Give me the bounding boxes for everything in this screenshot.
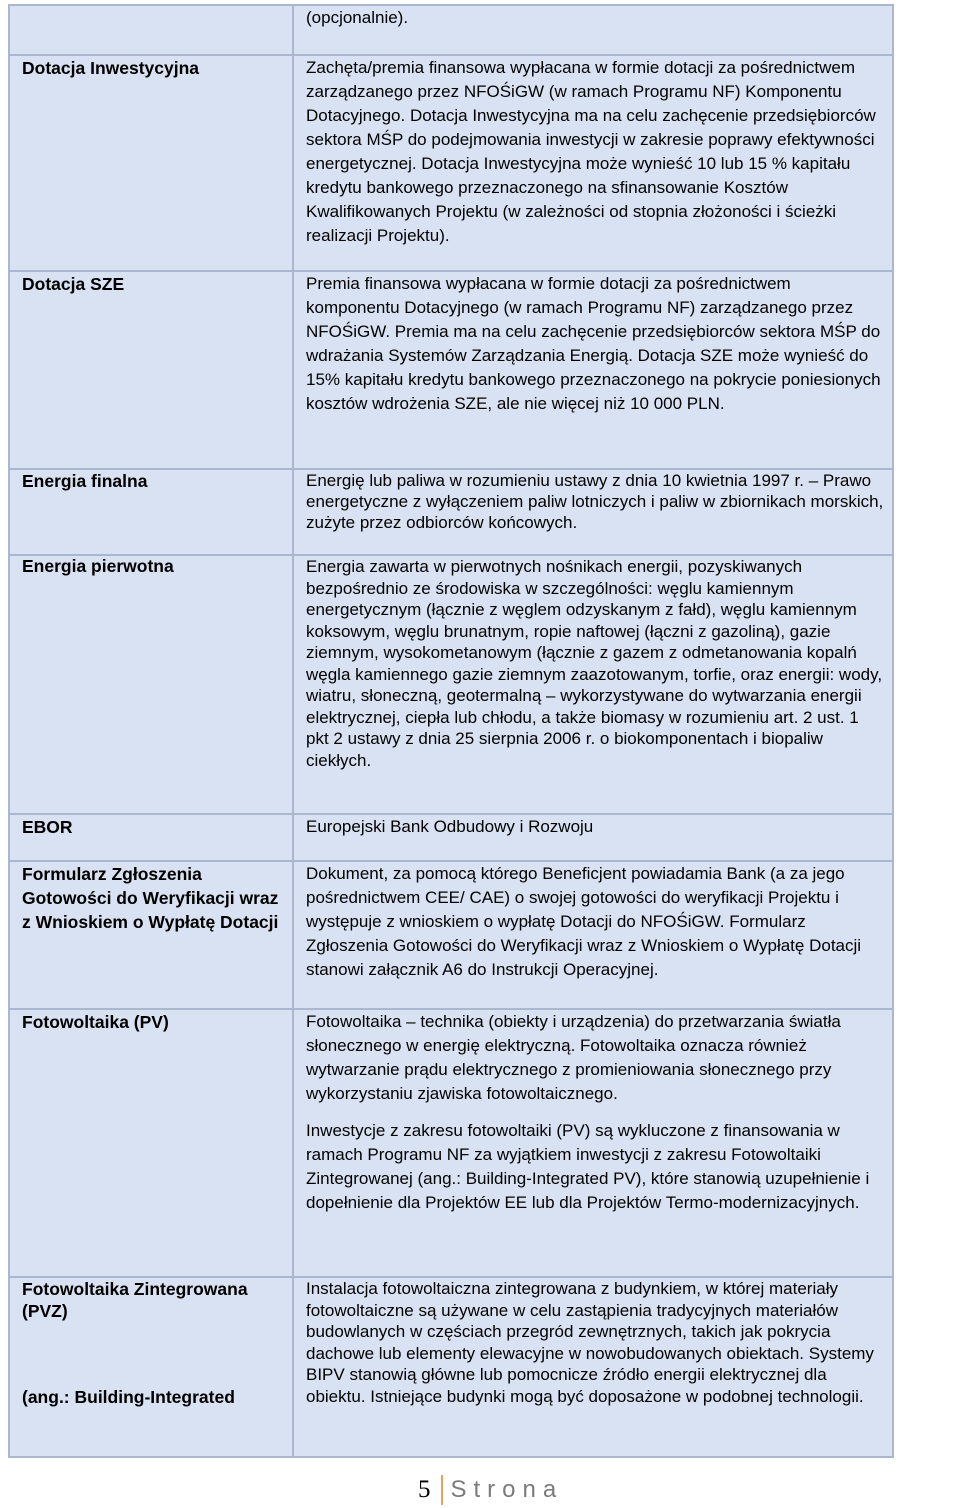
term-cell: Formularz Zgłoszenia Gotowości do Weryfikacji wraz z Wnioskiem o Wypłatę Dotacji	[9, 861, 293, 1009]
term-cell: Energia pierwotna	[9, 555, 293, 814]
definition-cell	[293, 469, 893, 555]
term-text: (ang.: Building-Integrated	[22, 1387, 235, 1407]
definition-text: Fotowoltaika – technika (obiekty i urządzenia) do przetwarzania światła słonecznego w energię elektryczną. Fotowoltaika oznacza również wytwarzanie prądu elektrycznego z promieniowania słonecznego przy wykorzystaniu zjawiska fotowoltaicznego.	[306, 1012, 841, 1103]
table-row	[9, 814, 893, 861]
definition-text: Inwestycje z zakresu fotowoltaiki (PV) są wykluczone z finansowania w ramach Programu NF za wyjątkiem inwestycji z zakresu Fotowoltaiki Zintegrowanej (ang.: Building-Integrated PV), które stanowią uzupełnienie i dopełnienie dla Projektów EE lub dla Projektów Termo-modernizacyjnych.	[306, 1121, 870, 1212]
term-cell: Fotowoltaika (PV)	[9, 1009, 293, 1277]
term-cell: Energia finalna	[9, 469, 293, 555]
glossary-table	[8, 4, 894, 1458]
page-number: 5	[418, 1476, 431, 1503]
page-word: Strona	[450, 1476, 564, 1503]
table-row	[9, 55, 893, 271]
definition-cell	[293, 814, 893, 861]
footer-divider	[441, 1475, 443, 1505]
table-row	[9, 861, 893, 1009]
term-text: Fotowoltaika Zintegrowana (PVZ)	[22, 1279, 248, 1321]
definition-text: Premia finansowa wypłacana w formie dotacji za pośrednictwem komponentu Dotacyjnego (w ramach Programu NF) zarządzanego przez NFOŚiGW. Premia ma na celu zachęcenie przedsiębiorców sektora MŚP do wdrażania Systemów Zarządzania Energią. Dotacja SZE może wynieść do 15% kapitału kredytu bankowego przeznaczonego na pokrycie poniesionych kosztów wdrożenia SZE, ale nie więcej niż 10 000 PLN.	[306, 274, 881, 413]
table-row	[9, 5, 893, 55]
term-cell: Dotacja Inwestycyjna	[9, 55, 293, 271]
definition-text: Europejski Bank Odbudowy i Rozwoju	[306, 817, 594, 836]
definition-cell	[293, 861, 893, 1009]
table-row	[9, 469, 893, 555]
definition-cell	[293, 55, 893, 271]
definition-cell	[293, 271, 893, 469]
definition-text: Energię lub paliwa w rozumieniu ustawy z dnia 10 kwietnia 1997 r. – Prawo energetyczne z wyłączeniem paliw lotniczych i paliw w zbiornikach morskich, zużyte przez odbiorców końcowych.	[306, 471, 884, 532]
term-cell	[9, 5, 293, 55]
term-cell	[9, 1277, 293, 1457]
table-row	[9, 271, 893, 469]
definition-text: (opcjonalnie).	[306, 8, 409, 27]
definition-cell	[293, 5, 893, 55]
term-cell: Dotacja SZE	[9, 271, 293, 469]
definition-text: Energia zawarta w pierwotnych nośnikach energii, pozyskiwanych bezpośrednio ze środowiska w szczególności: węglu kamiennym energetycznym (łącznie z węglem odzyskanym z fałd), węglu kamiennym koksowym, węglu brunatnym, ropie naftowej (łączni z gazoliną), gazie ziemnym, wysokometanowym (łącznie z gazem z odmetanowania kopalń węgla kamiennego gazie ziemnym zaazotowanym, torfie, oraz energii: wody, wiatru, słoneczną, geotermalną – wykorzystywane do wytwarzania energii elektrycznej, ciepła lub chłodu, a także biomasy w rozumieniu art. 2 ust. 1 pkt 2 ustawy z dnia 25 sierpnia 2006 r. o biokomponentach i biopaliw ciekłych.	[306, 557, 883, 770]
definition-cell	[293, 1277, 893, 1457]
table-row	[9, 555, 893, 814]
page-footer	[418, 1474, 563, 1506]
definition-cell	[293, 1009, 893, 1277]
term-cell: EBOR	[9, 814, 293, 861]
definition-text: Dokument, za pomocą którego Beneficjent powiadamia Bank (a za jego pośrednictwem CEE/ CAE) o swojej gotowości do weryfikacji Projektu i występuje z wnioskiem o wypłatę Dotacji do NFOŚiGW. Formularz Zgłoszenia Gotowości do Weryfikacji wraz z Wnioskiem o Wypłatę Dotacji stanowi załącznik A6 do Instrukcji Operacyjnej.	[306, 864, 862, 979]
definition-text: Zachęta/premia finansowa wypłacana w formie dotacji za pośrednictwem zarządzanego przez NFOŚiGW (w ramach Programu NF) Komponentu Dotacyjnego. Dotacja Inwestycyjna ma na celu zachęcenie przedsiębiorców sektora MŚP do podejmowania inwestycji w zakresie poprawy efektywności energetycznej. Dotacja Inwestycyjna może wynieść 10 lub 15 % kapitału kredytu bankowego przeznaczonego na sfinansowanie Kosztów Kwalifikowanych Projektu (w zależności od stopnia złożoności i ścieżki realizacji Projektu).	[306, 58, 876, 245]
definition-text: Instalacja fotowoltaiczna zintegrowana z budynkiem, w której materiały fotowoltaiczne są używane w celu zastąpienia tradycyjnych materiałów budowlanych w częściach przegród zewnętrznych, takich jak pokrycia dachowe lub elementy elewacyjne w nowobudowanych obiektach. Systemy BIPV stanowią główne lub pomocnicze źródło energii elektrycznej dla obiektu. Istniejące budynki mogą być doposażone w podobnej technologii.	[306, 1279, 874, 1406]
table-row	[9, 1009, 893, 1277]
table-row	[9, 1277, 893, 1457]
definition-cell	[293, 555, 893, 814]
